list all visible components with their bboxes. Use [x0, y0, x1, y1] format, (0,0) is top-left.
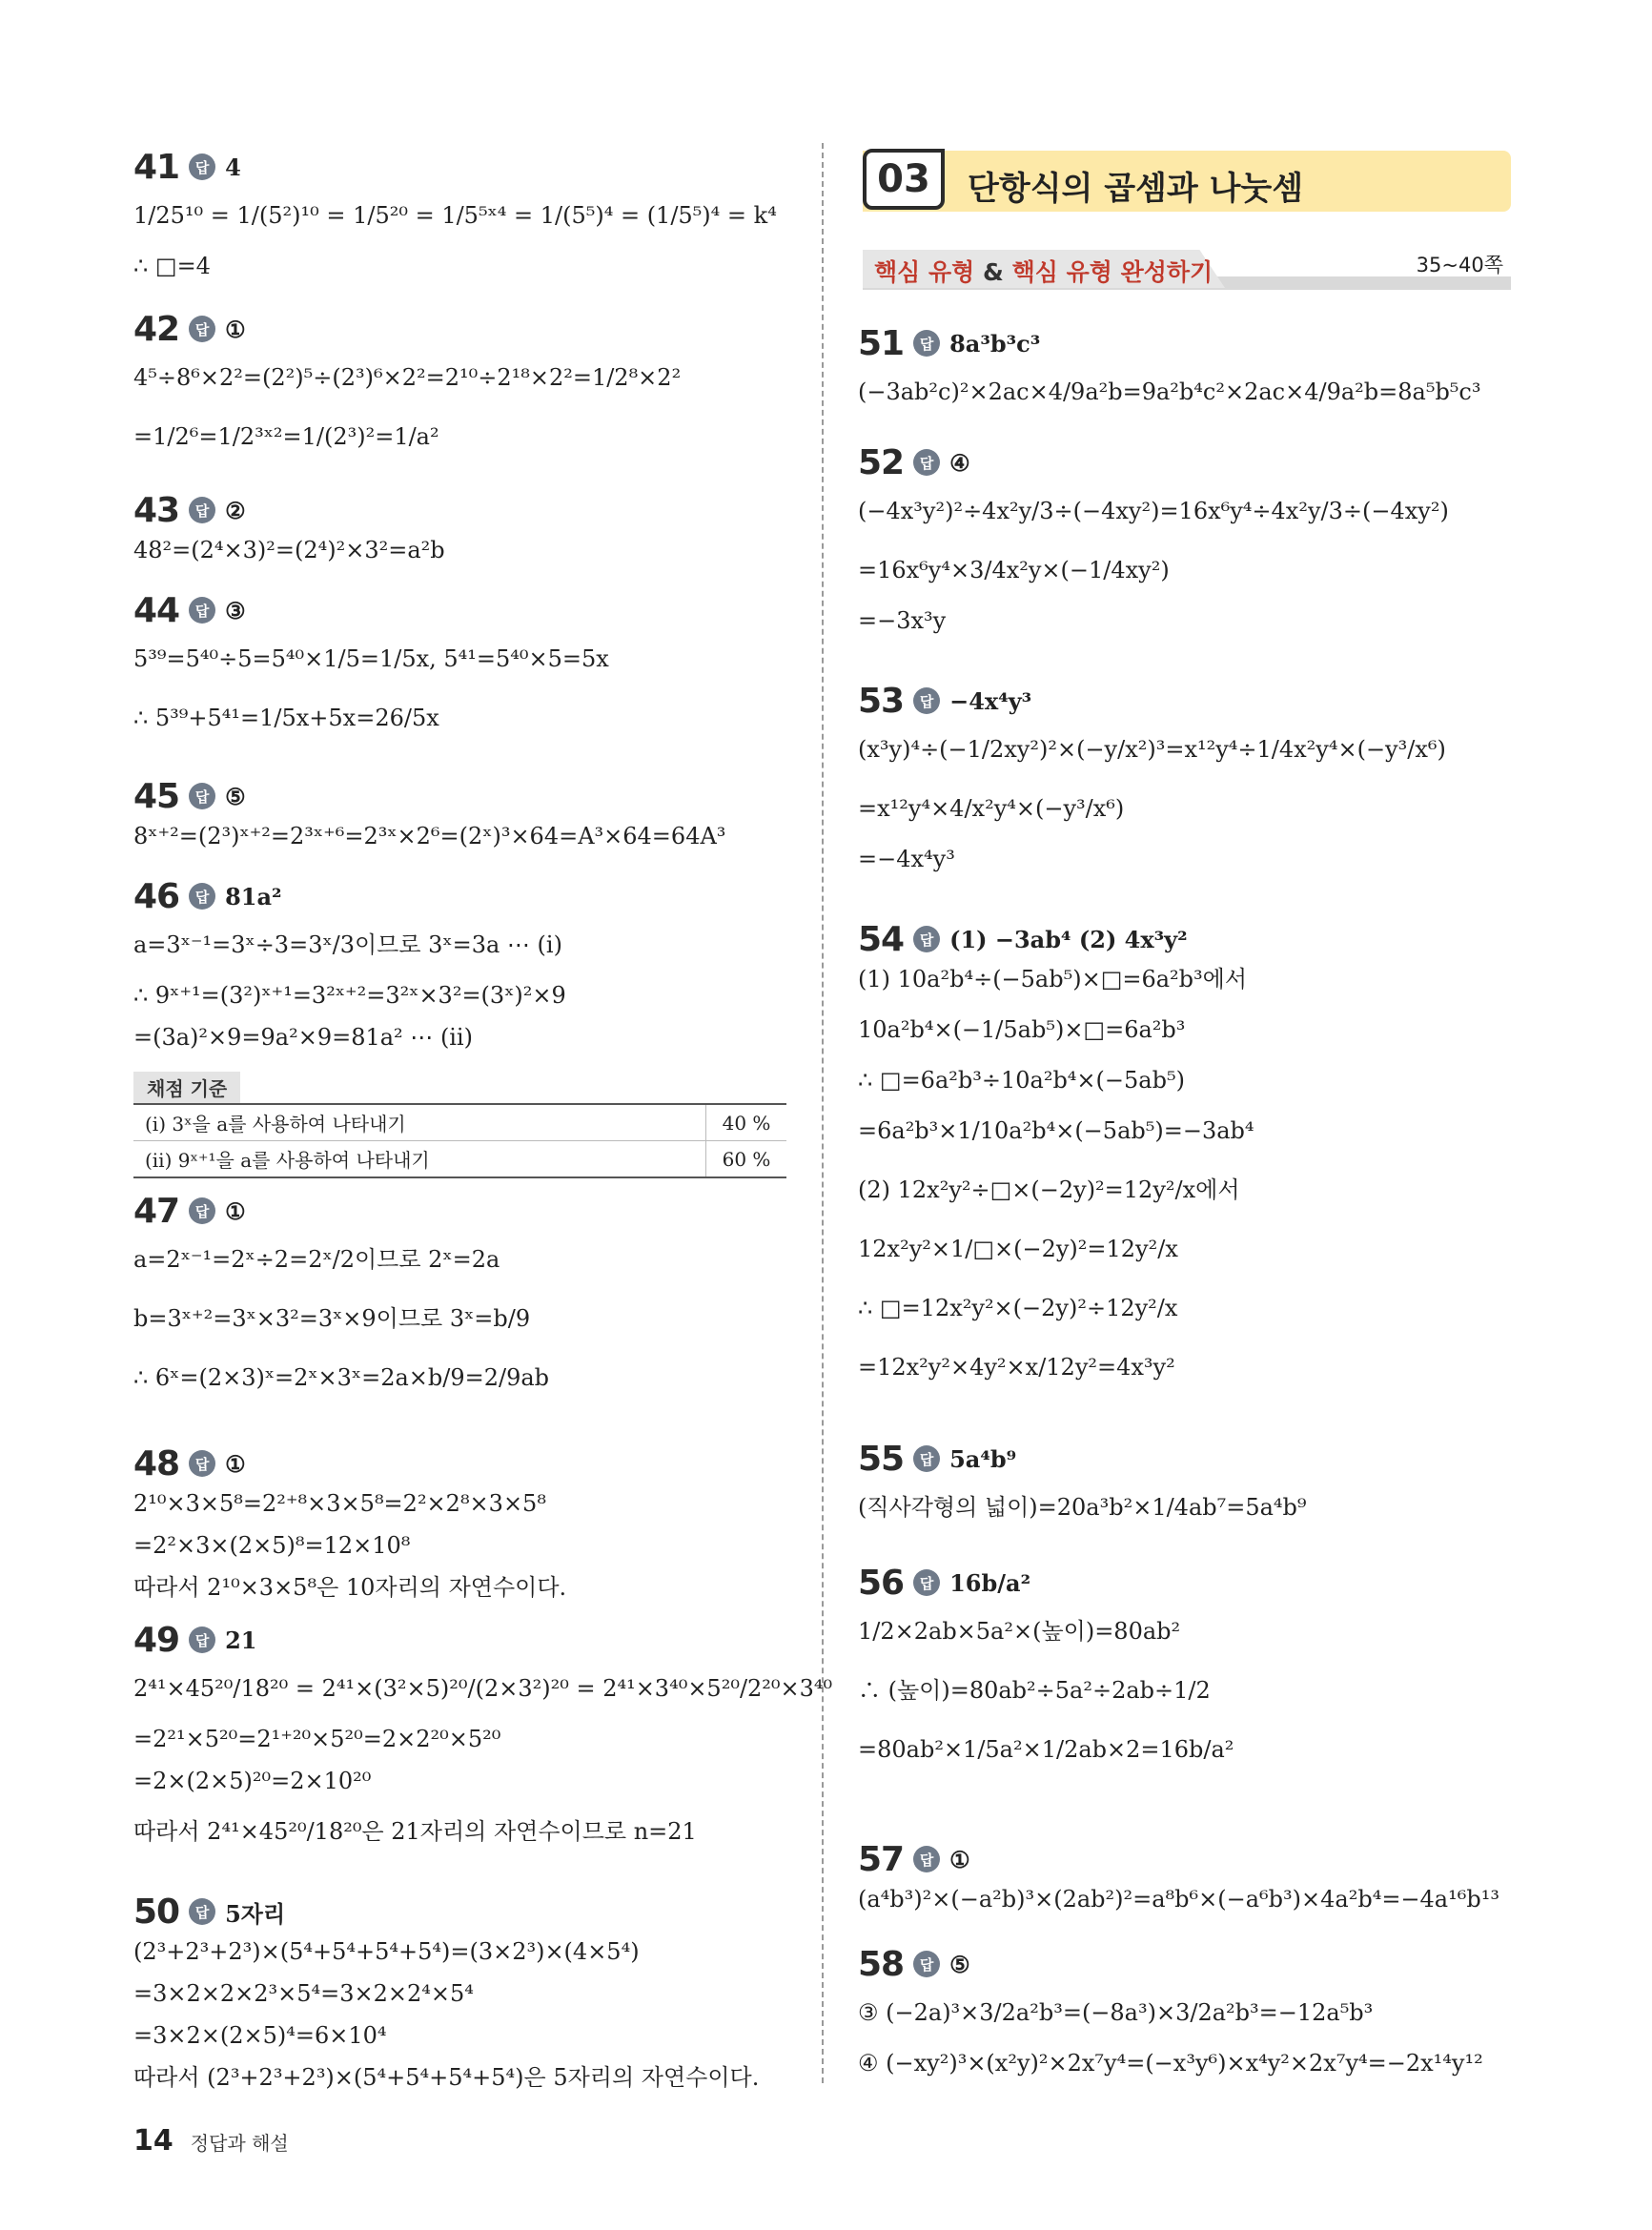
- solution-line: ∴ 5³⁹+5⁴¹=1/5x+5x=26/5x: [133, 705, 439, 731]
- answer-badge: 답: [913, 1445, 940, 1472]
- solution-line: (2³+2³+2³)×(5⁴+5⁴+5⁴+5⁴)=(3×2³)×(4×5⁴): [133, 1938, 640, 1965]
- footer-text: 정답과 해설: [190, 2132, 289, 2155]
- solution-line: =3×2×2×2³×5⁴=3×2×2⁴×5⁴: [133, 1980, 474, 2007]
- answer-badge: 답: [189, 883, 215, 910]
- solution-line: b=3ˣ⁺²=3ˣ×3²=3ˣ×9이므로 3ˣ=b/9: [133, 1305, 531, 1332]
- solution-line: =16x⁶y⁴×3/4x²y×(−1/4xy²): [858, 557, 1170, 583]
- problem-header: [858, 1945, 1483, 1983]
- problem-header: [133, 1892, 759, 1931]
- answer-value: 5a⁴b⁹: [949, 1444, 1017, 1473]
- solution-line: ∴ □=12x²y²×(−2y)²÷12y²/x: [858, 1295, 1178, 1321]
- problem-45: [133, 777, 725, 857]
- problem-number: 46: [133, 876, 180, 916]
- problem-header: [858, 920, 1254, 958]
- answer-badge: 답: [913, 926, 940, 952]
- solution-line: =2²×3×(2×5)⁸=12×10⁸: [133, 1532, 411, 1559]
- solution-line: ∴ (높이)=80ab²÷5a²÷2ab÷1/2: [858, 1677, 1211, 1704]
- solution-line: 48²=(2⁴×3)²=(2⁴)²×3²=a²b: [133, 537, 445, 563]
- solution-line: (1) 10a²b⁴÷(−5ab⁵)×□=6a²b³에서: [858, 966, 1248, 992]
- answer-value: 16b/a²: [949, 1568, 1031, 1597]
- answer-badge: 답: [913, 687, 940, 714]
- answer-badge: 답: [913, 449, 940, 476]
- solution-line: 따라서 (2³+2³+2³)×(5⁴+5⁴+5⁴+5⁴)은 5자리의 자연수이다.: [133, 2064, 760, 2091]
- section-part1: 핵심 유형: [874, 258, 975, 286]
- solution-line: =(3a)²×9=9a²×9=81a² ⋯ (ⅱ): [133, 1024, 474, 1051]
- solution-line: (−3ab²c)²×2ac×4/9a²b=9a²b⁴c²×2ac×4/9a²b=8a⁵b⁵c³: [858, 378, 1481, 405]
- problem-57: [858, 1840, 1499, 1920]
- problem-header: [133, 1192, 549, 1230]
- solution-line: 따라서 2⁴¹×45²⁰/18²⁰은 21자리의 자연수이므로 n=21: [133, 1818, 697, 1845]
- problem-header: [858, 1564, 1234, 1602]
- page-number: 14: [133, 2124, 173, 2158]
- problem-number: 57: [858, 1839, 905, 1879]
- solution-line: ∴ □=4: [133, 253, 211, 279]
- section-amp: &: [983, 258, 1004, 286]
- chapter-number: 03: [863, 149, 945, 210]
- grading-percent: 60 %: [706, 1141, 787, 1178]
- answer-value: −4x⁴y³: [949, 686, 1032, 715]
- problem-53: [858, 682, 1446, 880]
- solution-line: =6a²b³×1/10a²b⁴×(−5ab⁵)=−3ab⁴: [858, 1117, 1254, 1144]
- solution-line: ∴ 9ˣ⁺¹=(3²)ˣ⁺¹=3²ˣ⁺²=3²ˣ×3²=(3ˣ)²×9: [133, 982, 566, 1009]
- solution-line: ∴ 6ˣ=(2×3)ˣ=2ˣ×3ˣ=2a×b/9=2/9ab: [133, 1364, 550, 1391]
- problem-number: 55: [858, 1439, 905, 1479]
- problem-number: 43: [133, 490, 180, 530]
- answer-badge: 답: [189, 1197, 215, 1224]
- solution-line: 2⁴¹×45²⁰/18²⁰ = 2⁴¹×(3²×5)²⁰/(2×3²)²⁰ = 2⁴¹×3⁴⁰×5²⁰/2²⁰×3⁴⁰: [133, 1675, 833, 1702]
- problem-52: [858, 443, 1449, 642]
- problem-header: [858, 682, 1446, 720]
- problem-55: [858, 1440, 1307, 1537]
- solution-line: =1/2⁶=1/2³ˣ²=1/(2³)²=1/a²: [133, 423, 439, 450]
- solution-line: 8ˣ⁺²=(2³)ˣ⁺²=2³ˣ⁺⁶=2³ˣ×2⁶=(2ˣ)³×64=A³×64=64A³: [133, 823, 726, 849]
- answer-badge: 답: [913, 1569, 940, 1596]
- grading-table: [133, 1103, 786, 1178]
- solution-line: (−4x³y²)²÷4x²y/3÷(−4xy²)=16x⁶y⁴÷4x²y/3÷(−4xy²): [858, 498, 1449, 524]
- problem-header: [133, 877, 566, 915]
- answer-value: ⑤: [225, 782, 246, 810]
- answer-value: ④: [949, 448, 970, 477]
- answer-value: 8a³b³c³: [949, 329, 1041, 358]
- problem-number: 48: [133, 1443, 180, 1483]
- solution-line: =12x²y²×4y²×x/12y²=4x³y²: [858, 1354, 1175, 1381]
- problem-number: 44: [133, 590, 180, 630]
- problem-number: 45: [133, 776, 180, 816]
- problem-header: [133, 1621, 832, 1659]
- answer-badge: 답: [189, 1898, 215, 1925]
- answer-value: (1) −3ab⁴ (2) 4x³y²: [949, 925, 1188, 953]
- solution-line: =80ab²×1/5a²×1/2ab×2=16b/a²: [858, 1736, 1234, 1763]
- answer-value: ①: [949, 1845, 970, 1873]
- solution-line: (x³y)⁴÷(−1/2xy²)²×(−y/x²)³=x¹²y⁴÷1/4x²y⁴×(−y³/x⁶): [858, 736, 1446, 763]
- answer-value: ③: [225, 596, 246, 624]
- answer-badge: 답: [913, 1951, 940, 1977]
- problem-number: 58: [858, 1944, 905, 1984]
- solution-line: a=2ˣ⁻¹=2ˣ÷2=2ˣ/2이므로 2ˣ=2a: [133, 1246, 500, 1273]
- answer-value: 81a²: [225, 882, 282, 910]
- grading-criterion: (ⅱ) 9ˣ⁺¹을 a를 사용하여 나타내기: [133, 1141, 706, 1178]
- solution-line: =2²¹×5²⁰=2¹⁺²⁰×5²⁰=2×2²⁰×5²⁰: [133, 1726, 501, 1752]
- problem-number: 53: [858, 681, 905, 721]
- solution-line: =−4x⁴y³: [858, 846, 955, 872]
- problem-41: [133, 148, 777, 287]
- problem-number: 51: [858, 323, 905, 363]
- problem-48: [133, 1444, 566, 1608]
- solution-line: (직사각형의 넓이)=20a³b²×1/4ab⁷=5a⁴b⁹: [858, 1494, 1307, 1521]
- solution-line: 1/2×2ab×5a²×(높이)=80ab²: [858, 1618, 1181, 1645]
- problem-51: [858, 324, 1480, 421]
- page-range: 35~40쪽: [1416, 254, 1503, 276]
- solution-line: 4⁵÷8⁶×2²=(2²)⁵÷(2³)⁶×2²=2¹⁰÷2¹⁸×2²=1/2⁸×2²: [133, 364, 682, 391]
- answer-badge: 답: [189, 597, 215, 624]
- grading-row: [133, 1104, 786, 1141]
- problem-header: [133, 148, 777, 186]
- answer-value: 5자리: [225, 1899, 286, 1928]
- problem-header: [133, 310, 681, 348]
- solution-line: 12x²y²×1/□×(−2y)²=12y²/x: [858, 1236, 1178, 1262]
- grading-title: 채점 기준: [133, 1072, 240, 1103]
- solution-line: ∴ □=6a²b³÷10a²b⁴×(−5ab⁵): [858, 1067, 1185, 1094]
- problem-50: [133, 1892, 759, 2098]
- answer-value: ②: [225, 496, 246, 524]
- grading-percent: 40 %: [706, 1104, 787, 1141]
- problem-47: [133, 1192, 549, 1407]
- problem-43: [133, 491, 445, 571]
- solution-line: =−3x³y: [858, 607, 947, 634]
- problem-58: [858, 1945, 1483, 2084]
- problem-header: [858, 1840, 1499, 1878]
- problem-header: [858, 324, 1480, 362]
- answer-value: ①: [225, 1197, 246, 1225]
- solution-line: 5³⁹=5⁴⁰÷5=5⁴⁰×1/5=1/5x, 5⁴¹=5⁴⁰×5=5x: [133, 645, 609, 672]
- answer-value: ①: [225, 315, 246, 343]
- chapter-header: [863, 151, 1511, 212]
- solution-line: 2¹⁰×3×5⁸=2²⁺⁸×3×5⁸=2²×2⁸×3×5⁸: [133, 1490, 546, 1517]
- solution-line: (2) 12x²y²÷□×(−2y)²=12y²/x에서: [858, 1176, 1240, 1203]
- grading-criterion: (ⅰ) 3ˣ을 a를 사용하여 나타내기: [133, 1104, 706, 1141]
- solution-line: (a⁴b³)²×(−a²b)³×(2ab²)²=a⁸b⁶×(−a⁶b³)×4a²b⁴=−4a¹⁶b¹³: [858, 1886, 1499, 1913]
- problem-header: [858, 1440, 1307, 1478]
- answer-badge: 답: [913, 330, 940, 357]
- answer-value: 21: [225, 1626, 257, 1654]
- problem-header: [133, 491, 445, 529]
- answer-badge: 답: [189, 153, 215, 180]
- answer-badge: 답: [189, 783, 215, 809]
- solution-line: ③ (−2a)³×3/2a²b³=(−8a³)×3/2a²b³=−12a⁵b³: [858, 1999, 1374, 2026]
- grading-criteria: [133, 1072, 786, 1178]
- section-part2: 핵심 유형 완성하기: [1011, 258, 1214, 286]
- solution-line: a=3ˣ⁻¹=3ˣ÷3=3ˣ/3이므로 3ˣ=3a ⋯ (ⅰ): [133, 931, 562, 958]
- answer-badge: 답: [189, 316, 215, 342]
- answer-badge: 답: [189, 1626, 215, 1653]
- solution-line: =3×2×(2×5)⁴=6×10⁴: [133, 2022, 387, 2049]
- problem-number: 54: [858, 919, 905, 959]
- solution-line: =x¹²y⁴×4/x²y⁴×(−y³/x⁶): [858, 795, 1125, 822]
- problem-number: 47: [133, 1191, 180, 1231]
- problem-42: [133, 310, 681, 466]
- page-footer: [133, 2124, 289, 2158]
- problem-number: 52: [858, 442, 905, 482]
- problem-header: [858, 443, 1449, 481]
- solution-line: 10a²b⁴×(−1/5ab⁵)×□=6a²b³: [858, 1016, 1186, 1043]
- problem-number: 49: [133, 1620, 180, 1660]
- problem-header: [133, 1444, 566, 1483]
- answer-badge: 답: [913, 1846, 940, 1872]
- problem-number: 41: [133, 147, 180, 187]
- problem-49: [133, 1621, 832, 1861]
- answer-badge: 답: [189, 1450, 215, 1477]
- answer-badge: 답: [189, 497, 215, 523]
- problem-46: [133, 877, 566, 1058]
- answer-value: 4: [225, 153, 241, 181]
- chapter-title: 단항식의 곱셈과 나눗셈: [968, 170, 1304, 208]
- section-header: [863, 250, 1511, 292]
- problem-number: 42: [133, 309, 180, 349]
- solution-line: =2×(2×5)²⁰=2×10²⁰: [133, 1768, 372, 1794]
- problem-44: [133, 591, 609, 747]
- problem-header: [133, 777, 725, 815]
- problem-number: 50: [133, 1892, 180, 1932]
- problem-54: [858, 920, 1254, 1397]
- answer-value: ⑤: [949, 1950, 970, 1978]
- problem-header: [133, 591, 609, 629]
- section-title: [874, 254, 1213, 288]
- problem-number: 56: [858, 1563, 905, 1603]
- solution-line: 따라서 2¹⁰×3×5⁸은 10자리의 자연수이다.: [133, 1574, 567, 1601]
- solution-line: ④ (−xy²)³×(x²y)²×2x⁷y⁴=(−x³y⁶)×x⁴y²×2x⁷y⁴=−2x¹⁴y¹²: [858, 2050, 1483, 2077]
- solution-line: 1/25¹⁰ = 1/(5²)¹⁰ = 1/5²⁰ = 1/5⁵ˣ⁴ = 1/(5⁵)⁴ = (1/5⁵)⁴ = k⁴: [133, 202, 777, 229]
- grading-row: [133, 1141, 786, 1178]
- problem-56: [858, 1564, 1234, 1779]
- answer-value: ①: [225, 1449, 246, 1478]
